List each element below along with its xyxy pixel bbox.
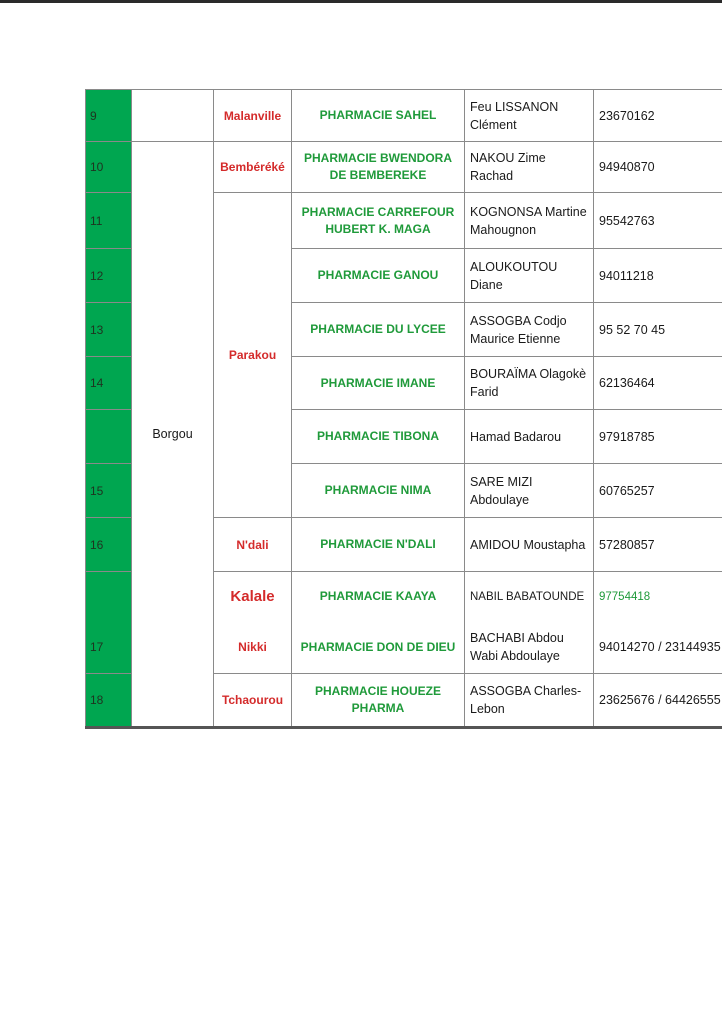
owner-name: BACHABI Abdou Wabi Abdoulaye [465,622,594,674]
owner-name: ASSOGBA Charles-Lebon [465,674,594,728]
phone-number: 23625676 / 64426555 [594,674,722,728]
owner-name: Hamad Badarou [465,410,594,464]
row-number: 11 [86,193,132,249]
city-cell: N'dali [214,518,292,572]
phone-number: 97754418 [594,572,722,622]
city-cell: Nikki [214,622,292,674]
pharmacy-name: PHARMACIE GANOU [292,249,465,303]
top-border-line [0,0,722,3]
phone-number: 94011218 [594,249,722,303]
pharmacy-name: PHARMACIE KAAYA [292,572,465,622]
phone-number: 95542763 [594,193,722,249]
department-cell-empty [132,90,214,142]
department-cell: Borgou [132,142,214,728]
city-cell-parakou: Parakou [214,193,292,518]
pharmacy-name: PHARMACIE SAHEL [292,90,465,142]
pharmacy-name: PHARMACIE DU LYCEE [292,303,465,357]
row-number: 10 [86,142,132,193]
table-row [86,142,722,193]
phone-number: 95 52 70 45 [594,303,722,357]
row-number: 17 [86,622,132,674]
row-number: 13 [86,303,132,357]
owner-name: Feu LISSANON Clément [465,90,594,142]
city-cell: Kalale [214,572,292,622]
pharmacy-name: PHARMACIE CARREFOUR HUBERT K. MAGA [292,193,465,249]
phone-number: 57280857 [594,518,722,572]
row-number: 18 [86,674,132,728]
pharmacy-name: PHARMACIE TIBONA [292,410,465,464]
phone-number: 97918785 [594,410,722,464]
owner-name: NABIL BABATOUNDE [465,572,594,622]
owner-name: AMIDOU Moustapha [465,518,594,572]
row-number: 16 [86,518,132,572]
row-number: 9 [86,90,132,142]
pharmacy-name: PHARMACIE HOUEZE PHARMA [292,674,465,728]
city-cell: Tchaourou [214,674,292,728]
owner-name: NAKOU Zime Rachad [465,142,594,193]
phone-number: 94940870 [594,142,722,193]
phone-number: 62136464 [594,357,722,410]
phone-number: 94014270 / 23144935 [594,622,722,674]
row-number: 15 [86,464,132,518]
phone-number: 60765257 [594,464,722,518]
table-row [86,90,722,142]
city-cell: Malanville [214,90,292,142]
row-number [86,410,132,464]
owner-name: SARE MIZI Abdoulaye [465,464,594,518]
row-number: 12 [86,249,132,303]
pharmacy-name: PHARMACIE DON DE DIEU [292,622,465,674]
row-number [86,572,132,622]
owner-name: ASSOGBA Codjo Maurice Etienne [465,303,594,357]
pharmacy-name: PHARMACIE IMANE [292,357,465,410]
owner-name: BOURAÏMA Olagokè Farid [465,357,594,410]
city-cell: Bembéréké [214,142,292,193]
owner-name: KOGNONSA Martine Mahougnon [465,193,594,249]
pharmacy-name: PHARMACIE NIMA [292,464,465,518]
pharmacy-name: PHARMACIE N'DALI [292,518,465,572]
pharmacy-table [85,89,722,729]
phone-number: 23670162 [594,90,722,142]
pharmacy-name: PHARMACIE BWENDORA DE BEMBEREKE [292,142,465,193]
row-number: 14 [86,357,132,410]
owner-name: ALOUKOUTOU Diane [465,249,594,303]
